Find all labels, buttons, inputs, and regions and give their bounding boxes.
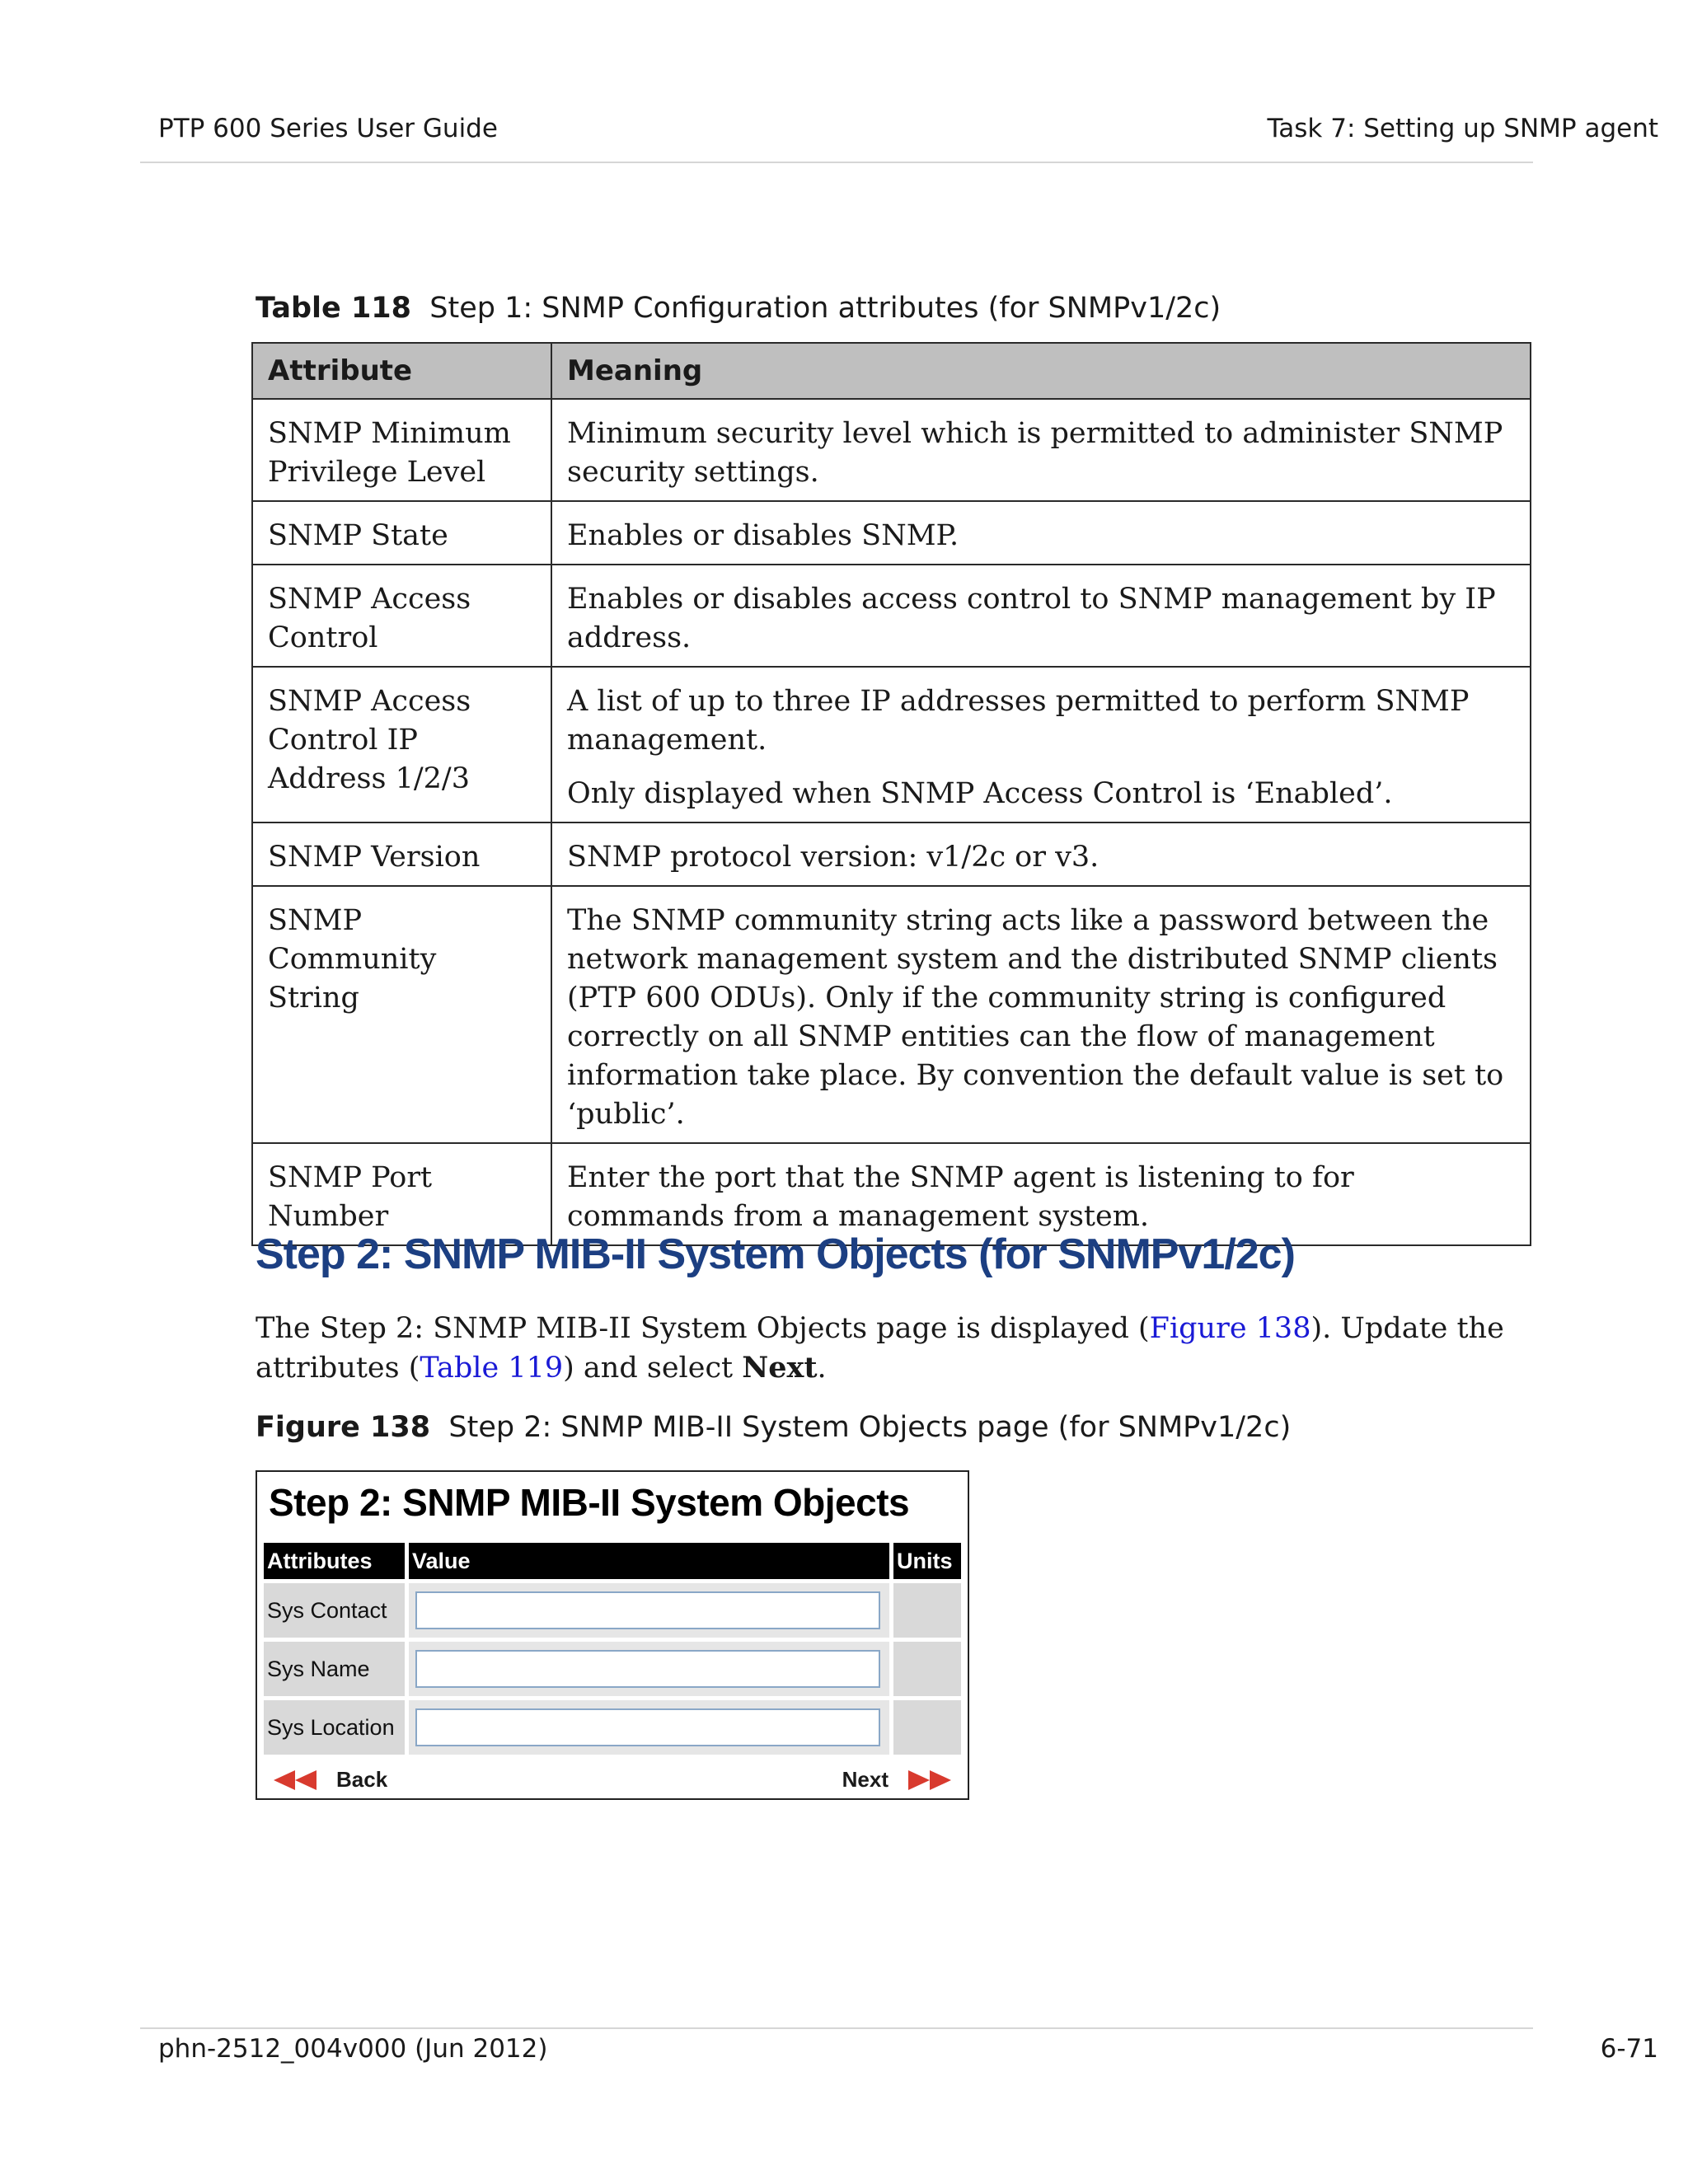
form-grid (264, 1543, 961, 1755)
next-label: Next (842, 1767, 889, 1792)
meaning-text: Enter the port that the SNMP agent is listening to for commands from a management system. (567, 1161, 1354, 1233)
meaning-cell (551, 823, 1531, 886)
form-column-value: Value (409, 1543, 889, 1579)
para-text: The Step 2: SNMP MIB-II System Objects page is displayed ( (256, 1312, 1150, 1345)
sys-location-input[interactable] (415, 1708, 880, 1746)
meaning-text: Minimum security level which is permitted to administer SNMP security settings. (567, 417, 1503, 489)
meaning-text: SNMP protocol version: v1/2c or v3. (567, 841, 1100, 874)
sys-name-value-cell (409, 1642, 889, 1696)
form-column-attributes: Attributes (264, 1543, 405, 1579)
form-column-units: Units (893, 1543, 961, 1579)
form-row-sys-location (264, 1700, 961, 1755)
sys-name-units (893, 1642, 961, 1696)
footer-doc-id: phn-2512_004v000 (Jun 2012) (158, 2034, 548, 2064)
attribute-cell: SNMP Port Number (252, 1143, 551, 1245)
table-row (252, 399, 1531, 501)
form-title: Step 2: SNMP MIB-II System Objects (269, 1481, 910, 1524)
meaning-text: Enables or disables access control to SNMP management by IP address. (567, 583, 1496, 654)
header-divider (140, 162, 1533, 163)
back-button[interactable] (272, 1767, 387, 1793)
meaning-text: Enables or disables SNMP. (567, 519, 959, 552)
meaning-text: A list of up to three IP addresses permitted to perform SNMP management. (567, 685, 1470, 757)
footer-divider (140, 2027, 1533, 2029)
sys-name-label: Sys Name (264, 1642, 405, 1696)
sys-location-value-cell (409, 1700, 889, 1755)
meaning-text: The SNMP community string acts like a password between the network management system and the distributed SNMP clients (PTP 600 ODUs). Only if the community string is configured correctly on all SNMP entities can the flow of management information take place. By convention the default value is set to ‘public’. (567, 904, 1504, 1131)
next-button[interactable] (842, 1767, 953, 1793)
para-bold-next: Next (742, 1351, 818, 1385)
page-number: 6-71 (1600, 2034, 1658, 2064)
para-text: ). Update the attributes ( (256, 1312, 1504, 1385)
header-section-title: Task 7: Setting up SNMP agent (1267, 114, 1658, 143)
meaning-cell (551, 667, 1531, 823)
body-paragraph (256, 1310, 1525, 1388)
attributes-table (251, 342, 1531, 1246)
sys-name-input[interactable] (415, 1650, 880, 1688)
column-header-meaning: Meaning (551, 343, 1531, 399)
table-caption-text: Step 1: SNMP Configuration attributes (for SNMPv1/2c) (429, 292, 1221, 325)
sys-contact-input[interactable] (415, 1591, 880, 1629)
attribute-cell: SNMP Access Control IP Address 1/2/3 (252, 667, 551, 823)
para-text: . (817, 1352, 827, 1385)
table-row (252, 823, 1531, 886)
table-caption-number: Table 118 (256, 292, 412, 325)
attribute-cell: SNMP Community String (252, 886, 551, 1143)
attribute-cell: SNMP Version (252, 823, 551, 886)
double-arrow-left-icon (272, 1769, 318, 1792)
table-row (252, 667, 1531, 823)
table-link[interactable]: Table 119 (420, 1352, 564, 1385)
form-row-sys-name (264, 1642, 961, 1696)
meaning-note: Only displayed when SNMP Access Control is ‘Enabled’. (567, 777, 1393, 810)
sys-contact-units (893, 1583, 961, 1638)
double-arrow-right-icon (907, 1769, 953, 1792)
form-header-row (264, 1543, 961, 1579)
table-row (252, 501, 1531, 565)
snmp-mib-form-screenshot (256, 1470, 969, 1800)
table-row (252, 886, 1531, 1143)
back-label: Back (336, 1767, 388, 1792)
meaning-cell (551, 565, 1531, 667)
sys-location-units (893, 1700, 961, 1755)
meaning-cell (551, 501, 1531, 565)
attribute-cell: SNMP Access Control (252, 565, 551, 667)
sys-location-label: Sys Location (264, 1700, 405, 1755)
para-text: ) and select (563, 1352, 743, 1385)
header-doc-title: PTP 600 Series User Guide (158, 114, 498, 143)
sys-contact-value-cell (409, 1583, 889, 1638)
column-header-attribute: Attribute (252, 343, 551, 399)
form-row-sys-contact (264, 1583, 961, 1638)
section-heading: Step 2: SNMP MIB-II System Objects (for SNMPv1/2c) (256, 1230, 1295, 1278)
meaning-cell (551, 399, 1531, 501)
table-caption (256, 292, 1221, 325)
figure-caption (256, 1411, 1291, 1444)
page-header (140, 114, 1673, 153)
page-footer (140, 2034, 1673, 2074)
sys-contact-label: Sys Contact (264, 1583, 405, 1638)
figure-link[interactable]: Figure 138 (1149, 1312, 1311, 1345)
attribute-cell: SNMP Minimum Privilege Level (252, 399, 551, 501)
meaning-cell (551, 886, 1531, 1143)
table-row (252, 565, 1531, 667)
attribute-cell: SNMP State (252, 501, 551, 565)
form-navigation (264, 1767, 961, 1795)
figure-caption-number: Figure 138 (256, 1411, 431, 1444)
figure-caption-text: Step 2: SNMP MIB-II System Objects page (for SNMPv1/2c) (448, 1411, 1292, 1444)
table-header-row (252, 343, 1531, 399)
